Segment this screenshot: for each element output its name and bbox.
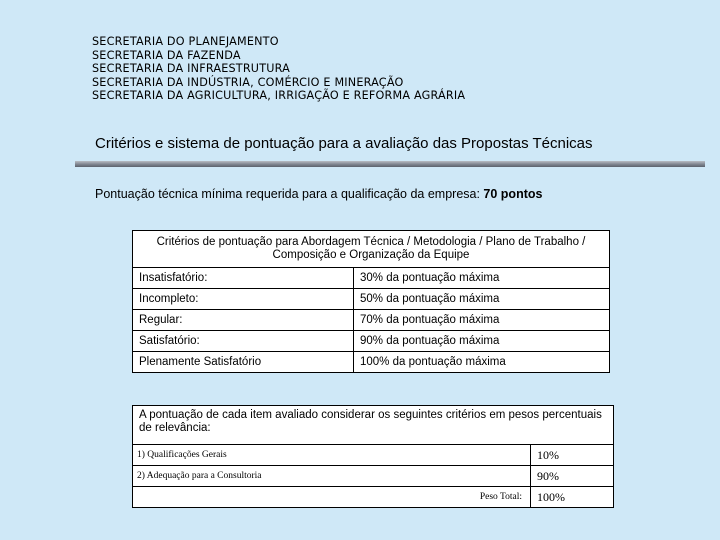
- total-weight-value: 100%: [531, 487, 614, 508]
- weight-value: 10%: [531, 445, 614, 466]
- min-score-text: Pontuação técnica mínima requerida para a qualificação da empresa:: [95, 187, 484, 201]
- secretaria-line: SECRETARIA DA FAZENDA: [92, 48, 241, 62]
- criteria-value: 100% da pontuação máxima: [354, 352, 610, 373]
- table-row: [133, 466, 614, 487]
- secretarias-list: [92, 35, 465, 103]
- secretaria-line: SECRETARIA DA INDÚSTRIA, COMÉRCIO E MINERAÇÃO: [92, 75, 404, 89]
- min-score-line: [95, 187, 542, 201]
- table-row: [133, 352, 610, 373]
- weight-label: 1) Qualificações Gerais: [133, 445, 531, 466]
- criteria-label: Incompleto:: [133, 289, 354, 310]
- criteria-value: 30% da pontuação máxima: [354, 268, 610, 289]
- secretaria-line: SECRETARIA DA INFRAESTRUTURA: [92, 62, 290, 75]
- weight-label: 2) Adequação para a Consultoria: [133, 466, 531, 487]
- secretaria-line: SECRETARIA DO PLANEJAMENTO: [92, 35, 279, 48]
- criteria-table: [132, 230, 610, 373]
- table-row: [133, 487, 614, 508]
- criteria-value: 90% da pontuação máxima: [354, 331, 610, 352]
- table-row: [133, 331, 610, 352]
- total-weight-label: Peso Total:: [133, 487, 531, 508]
- criteria-label: Satisfatório:: [133, 331, 354, 352]
- criteria-label: Insatisfatório:: [133, 268, 354, 289]
- min-score-value: 70 pontos: [483, 187, 543, 201]
- criteria-table-header: Critérios de pontuação para Abordagem Técnica / Metodologia / Plano de Trabalho / Composição e Organização da Equipe: [133, 231, 610, 268]
- weight-value: 90%: [531, 466, 614, 487]
- criteria-label: Regular:: [133, 310, 354, 331]
- criteria-value: 70% da pontuação máxima: [354, 310, 610, 331]
- page-title: Critérios e sistema de pontuação para a avaliação das Propostas Técnicas: [95, 135, 593, 152]
- secretaria-line: SECRETARIA DA AGRICULTURA, IRRIGAÇÃO E REFORMA AGRÁRIA: [92, 89, 466, 102]
- table-row: [133, 268, 610, 289]
- criteria-value: 50% da pontuação máxima: [354, 289, 610, 310]
- weights-table-header: A pontuação de cada item avaliado considerar os seguintes critérios em pesos percentuais de relevância:: [133, 406, 614, 445]
- table-row: [133, 310, 610, 331]
- criteria-label: Plenamente Satisfatório: [133, 352, 354, 373]
- table-row: [133, 445, 614, 466]
- weights-table: [132, 405, 614, 508]
- table-row: [133, 289, 610, 310]
- title-divider: [75, 161, 705, 167]
